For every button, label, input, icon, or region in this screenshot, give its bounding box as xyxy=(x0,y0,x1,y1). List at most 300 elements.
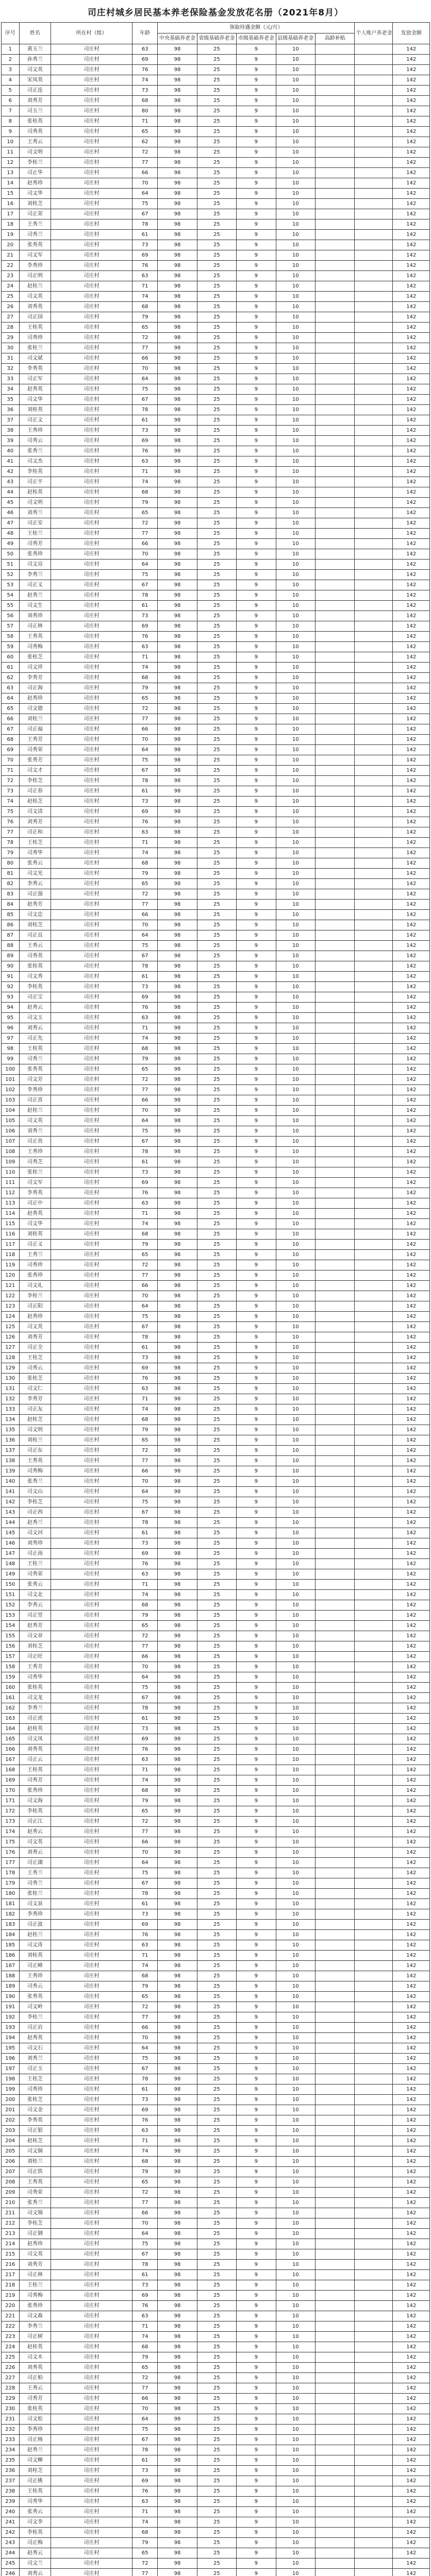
table-row xyxy=(2,1507,430,1518)
cell-individual xyxy=(355,158,393,168)
cell-age: 80 xyxy=(132,106,157,116)
cell-city: 9 xyxy=(237,2198,276,2208)
cell-longevity xyxy=(316,44,355,55)
table-row xyxy=(2,2064,430,2074)
cell-longevity xyxy=(316,796,355,807)
cell-city: 9 xyxy=(237,1003,276,1013)
cell-name: 王桂兰 xyxy=(19,1559,51,1569)
cell-name: 刘秀芳 xyxy=(19,2260,51,2270)
cell-total: 142 xyxy=(393,1981,430,1992)
cell-addr: 司庄村 xyxy=(51,2084,132,2095)
cell-province: 25 xyxy=(197,261,236,271)
cell-province: 25 xyxy=(197,436,236,446)
cell-longevity xyxy=(316,384,355,395)
cell-age: 72 xyxy=(132,1260,157,1270)
cell-central: 98 xyxy=(158,261,197,271)
cell-central: 98 xyxy=(158,1198,197,1209)
cell-province: 25 xyxy=(197,456,236,467)
cell-no: 41 xyxy=(2,456,20,467)
cell-name: 司文石 xyxy=(19,2043,51,2054)
cell-name: 司文柳 xyxy=(19,2455,51,2466)
cell-province: 25 xyxy=(197,1188,236,1198)
cell-addr: 司庄村 xyxy=(51,1044,132,1054)
cell-total: 142 xyxy=(393,920,430,930)
cell-no: 63 xyxy=(2,683,20,693)
cell-city: 9 xyxy=(237,219,276,230)
cell-total: 142 xyxy=(393,1209,430,1219)
cell-age: 61 xyxy=(132,1157,157,1167)
cell-age: 68 xyxy=(132,673,157,683)
cell-county: 10 xyxy=(276,1456,315,1466)
cell-no: 59 xyxy=(2,642,20,652)
cell-total: 142 xyxy=(393,1456,430,1466)
cell-longevity xyxy=(316,776,355,786)
cell-central: 98 xyxy=(158,158,197,168)
cell-county: 10 xyxy=(276,683,315,693)
cell-province: 25 xyxy=(197,1322,236,1332)
cell-total: 142 xyxy=(393,900,430,910)
table-row xyxy=(2,302,430,312)
cell-individual xyxy=(355,1198,393,1209)
cell-province: 25 xyxy=(197,693,236,704)
cell-province: 25 xyxy=(197,1064,236,1075)
cell-addr: 司庄村 xyxy=(51,1384,132,1394)
cell-name: 赵秀兰 xyxy=(19,1518,51,1528)
cell-central: 98 xyxy=(158,2198,197,2208)
cell-no: 4 xyxy=(2,75,20,86)
cell-no: 228 xyxy=(2,2383,20,2394)
cell-city: 9 xyxy=(237,1693,276,1703)
table-row xyxy=(2,2146,430,2157)
cell-county: 10 xyxy=(276,2383,315,2394)
cell-longevity xyxy=(316,786,355,796)
cell-city: 9 xyxy=(237,539,276,549)
cell-addr: 司庄村 xyxy=(51,189,132,199)
cell-city: 9 xyxy=(237,663,276,673)
cell-longevity xyxy=(316,1755,355,1765)
cell-city: 9 xyxy=(237,549,276,560)
cell-province: 25 xyxy=(197,2167,236,2177)
cell-individual xyxy=(355,467,393,477)
cell-no: 155 xyxy=(2,1631,20,1641)
cell-age: 76 xyxy=(132,261,157,271)
cell-name: 司正先 xyxy=(19,1033,51,1044)
cell-province: 25 xyxy=(197,1652,236,1662)
cell-name: 赵秀云 xyxy=(19,2548,51,2558)
cell-addr: 司庄村 xyxy=(51,1435,132,1446)
cell-name: 张桂兰 xyxy=(19,343,51,353)
cell-name: 司正梅 xyxy=(19,2538,51,2548)
table-row xyxy=(2,848,430,858)
cell-addr: 司庄村 xyxy=(51,1992,132,2002)
cell-no: 216 xyxy=(2,2260,20,2270)
cell-name: 司正国 xyxy=(19,312,51,323)
cell-individual xyxy=(355,323,393,333)
cell-addr: 司庄村 xyxy=(51,1353,132,1363)
cell-no: 6 xyxy=(2,96,20,106)
cell-city: 9 xyxy=(237,693,276,704)
cell-age: 63 xyxy=(132,1569,157,1580)
cell-county: 10 xyxy=(276,1281,315,1291)
cell-no: 70 xyxy=(2,755,20,766)
cell-addr: 司庄村 xyxy=(51,549,132,560)
cell-name: 司正宝 xyxy=(19,992,51,1003)
cell-no: 104 xyxy=(2,1106,20,1116)
cell-no: 177 xyxy=(2,1858,20,1868)
cell-age: 61 xyxy=(132,1343,157,1353)
cell-age: 68 xyxy=(132,1786,157,1796)
cell-central: 98 xyxy=(158,1250,197,1260)
cell-addr: 司庄村 xyxy=(51,2023,132,2033)
cell-province: 25 xyxy=(197,1971,236,1981)
cell-no: 22 xyxy=(2,261,20,271)
cell-province: 25 xyxy=(197,683,236,693)
cell-province: 25 xyxy=(197,1137,236,1147)
cell-age: 73 xyxy=(132,86,157,96)
cell-central: 98 xyxy=(158,807,197,817)
cell-longevity xyxy=(316,2558,355,2569)
cell-total: 142 xyxy=(393,2455,430,2466)
cell-addr: 司庄村 xyxy=(51,395,132,405)
cell-longevity xyxy=(316,2012,355,2023)
cell-longevity xyxy=(316,1920,355,1930)
cell-individual xyxy=(355,961,393,972)
cell-city: 9 xyxy=(237,2435,276,2445)
cell-county: 10 xyxy=(276,755,315,766)
cell-no: 138 xyxy=(2,1456,20,1466)
cell-name: 张秀珍 xyxy=(19,549,51,560)
cell-central: 98 xyxy=(158,1775,197,1786)
cell-county: 10 xyxy=(276,405,315,415)
table-row xyxy=(2,755,430,766)
cell-no: 84 xyxy=(2,900,20,910)
cell-total: 142 xyxy=(393,1889,430,1899)
cell-age: 77 xyxy=(132,343,157,353)
cell-total: 142 xyxy=(393,2084,430,2095)
cell-individual xyxy=(355,2002,393,2012)
cell-city: 9 xyxy=(237,2455,276,2466)
cell-longevity xyxy=(316,1796,355,1806)
cell-province: 25 xyxy=(197,642,236,652)
cell-age: 66 xyxy=(132,2394,157,2404)
cell-province: 25 xyxy=(197,858,236,869)
cell-province: 25 xyxy=(197,2404,236,2414)
cell-addr: 司庄村 xyxy=(51,333,132,343)
cell-no: 52 xyxy=(2,570,20,580)
cell-province: 25 xyxy=(197,570,236,580)
cell-province: 25 xyxy=(197,745,236,755)
cell-name: 刘桂英 xyxy=(19,405,51,415)
cell-county: 10 xyxy=(276,1775,315,1786)
cell-name: 刘秀兰 xyxy=(19,508,51,518)
cell-total: 142 xyxy=(393,158,430,168)
table-row xyxy=(2,2497,430,2507)
cell-no: 24 xyxy=(2,281,20,292)
cell-central: 98 xyxy=(158,1940,197,1951)
cell-individual xyxy=(355,86,393,96)
cell-no: 58 xyxy=(2,632,20,642)
cell-total: 142 xyxy=(393,632,430,642)
table-row xyxy=(2,2012,430,2023)
cell-individual xyxy=(355,570,393,580)
cell-province: 25 xyxy=(197,1909,236,1920)
cell-central: 98 xyxy=(158,580,197,590)
cell-no: 175 xyxy=(2,1837,20,1848)
cell-county: 10 xyxy=(276,487,315,498)
table-row xyxy=(2,86,430,96)
cell-addr: 司庄村 xyxy=(51,1930,132,1940)
cell-central: 98 xyxy=(158,1703,197,1714)
cell-province: 25 xyxy=(197,106,236,116)
header-age: 年龄 xyxy=(132,23,157,44)
cell-addr: 司庄村 xyxy=(51,941,132,951)
table-row xyxy=(2,333,430,343)
cell-city: 9 xyxy=(237,240,276,250)
cell-no: 180 xyxy=(2,1889,20,1899)
cell-total: 142 xyxy=(393,1487,430,1497)
cell-name: 司秀荣 xyxy=(19,2188,51,2198)
cell-longevity xyxy=(316,1734,355,1744)
cell-no: 203 xyxy=(2,2126,20,2136)
cell-longevity xyxy=(316,364,355,374)
cell-individual xyxy=(355,1683,393,1693)
cell-province: 25 xyxy=(197,2414,236,2425)
cell-central: 98 xyxy=(158,250,197,261)
cell-name: 赵秀兰 xyxy=(19,590,51,601)
cell-city: 9 xyxy=(237,817,276,827)
cell-name: 李秀芳 xyxy=(19,1394,51,1404)
cell-individual xyxy=(355,2558,393,2569)
cell-addr: 司庄村 xyxy=(51,735,132,745)
cell-total: 142 xyxy=(393,2497,430,2507)
cell-total: 142 xyxy=(393,1724,430,1734)
cell-county: 10 xyxy=(276,1693,315,1703)
cell-total: 142 xyxy=(393,2157,430,2167)
cell-name: 司正铁 xyxy=(19,2167,51,2177)
cell-central: 98 xyxy=(158,2394,197,2404)
cell-central: 98 xyxy=(158,1909,197,1920)
cell-total: 142 xyxy=(393,374,430,384)
cell-addr: 司庄村 xyxy=(51,848,132,858)
cell-province: 25 xyxy=(197,1353,236,1363)
cell-city: 9 xyxy=(237,920,276,930)
cell-name: 司文凤 xyxy=(19,1734,51,1744)
cell-city: 9 xyxy=(237,456,276,467)
header-basic-group: 领取待遇金额（元/月） xyxy=(158,23,355,33)
cell-province: 25 xyxy=(197,292,236,302)
cell-individual xyxy=(355,2208,393,2218)
cell-longevity xyxy=(316,693,355,704)
cell-province: 25 xyxy=(197,426,236,436)
cell-province: 25 xyxy=(197,2260,236,2270)
cell-no: 132 xyxy=(2,1394,20,1404)
cell-age: 74 xyxy=(132,663,157,673)
table-row xyxy=(2,1157,430,1167)
cell-central: 98 xyxy=(158,1497,197,1507)
table-row xyxy=(2,1714,430,1724)
table-row xyxy=(2,2115,430,2126)
cell-county: 10 xyxy=(276,766,315,776)
cell-addr: 司庄村 xyxy=(51,1580,132,1590)
cell-individual xyxy=(355,1003,393,1013)
cell-city: 9 xyxy=(237,2476,276,2486)
cell-age: 70 xyxy=(132,1477,157,1487)
cell-total: 142 xyxy=(393,2260,430,2270)
cell-province: 25 xyxy=(197,2425,236,2435)
cell-longevity xyxy=(316,147,355,158)
cell-total: 142 xyxy=(393,2291,430,2301)
cell-province: 25 xyxy=(197,992,236,1003)
cell-no: 56 xyxy=(2,611,20,621)
cell-central: 98 xyxy=(158,611,197,621)
cell-name: 赵秀云 xyxy=(19,1827,51,1837)
cell-longevity xyxy=(316,65,355,75)
cell-no: 133 xyxy=(2,1404,20,1415)
cell-central: 98 xyxy=(158,2002,197,2012)
cell-age: 67 xyxy=(132,1137,157,1147)
cell-individual xyxy=(355,1188,393,1198)
table-row xyxy=(2,158,430,168)
cell-longevity xyxy=(316,2517,355,2528)
cell-city: 9 xyxy=(237,1590,276,1600)
cell-no: 36 xyxy=(2,405,20,415)
cell-longevity xyxy=(316,1744,355,1755)
cell-age: 73 xyxy=(132,1909,157,1920)
cell-individual xyxy=(355,1394,393,1404)
table-row xyxy=(2,2249,430,2260)
cell-name: 张桂兰 xyxy=(19,1167,51,1178)
cell-no: 69 xyxy=(2,745,20,755)
table-row xyxy=(2,570,430,580)
cell-county: 10 xyxy=(276,333,315,343)
table-row xyxy=(2,879,430,889)
table-row xyxy=(2,1054,430,1064)
cell-age: 73 xyxy=(132,1353,157,1363)
cell-age: 70 xyxy=(132,2404,157,2414)
cell-no: 9 xyxy=(2,127,20,137)
table-row xyxy=(2,2105,430,2115)
cell-no: 152 xyxy=(2,1600,20,1611)
cell-individual xyxy=(355,189,393,199)
cell-county: 10 xyxy=(276,426,315,436)
cell-no: 146 xyxy=(2,1538,20,1549)
cell-province: 25 xyxy=(197,1796,236,1806)
cell-no: 116 xyxy=(2,1229,20,1240)
cell-age: 69 xyxy=(132,2476,157,2486)
table-row xyxy=(2,2414,430,2425)
cell-province: 25 xyxy=(197,2033,236,2043)
cell-addr: 司庄村 xyxy=(51,1951,132,1961)
cell-county: 10 xyxy=(276,1446,315,1456)
cell-longevity xyxy=(316,1538,355,1549)
cell-name: 王秀珍 xyxy=(19,1147,51,1157)
cell-central: 98 xyxy=(158,2517,197,2528)
cell-longevity xyxy=(316,869,355,879)
cell-central: 98 xyxy=(158,323,197,333)
cell-total: 142 xyxy=(393,1425,430,1435)
cell-age: 68 xyxy=(132,302,157,312)
cell-longevity xyxy=(316,2394,355,2404)
cell-province: 25 xyxy=(197,1703,236,1714)
cell-individual xyxy=(355,621,393,632)
cell-individual xyxy=(355,2311,393,2321)
cell-age: 65 xyxy=(132,1806,157,1817)
cell-total: 142 xyxy=(393,2363,430,2373)
cell-name: 刘秀兰 xyxy=(19,1126,51,1137)
cell-addr: 司庄村 xyxy=(51,2373,132,2383)
table-row xyxy=(2,663,430,673)
cell-city: 9 xyxy=(237,65,276,75)
cell-addr: 司庄村 xyxy=(51,2414,132,2425)
cell-city: 9 xyxy=(237,889,276,900)
cell-total: 142 xyxy=(393,1229,430,1240)
cell-no: 140 xyxy=(2,1477,20,1487)
cell-county: 10 xyxy=(276,807,315,817)
cell-addr: 司庄村 xyxy=(51,2095,132,2105)
cell-province: 25 xyxy=(197,395,236,405)
cell-city: 9 xyxy=(237,2229,276,2239)
cell-city: 9 xyxy=(237,735,276,745)
cell-province: 25 xyxy=(197,1106,236,1116)
cell-city: 9 xyxy=(237,1023,276,1033)
cell-province: 25 xyxy=(197,776,236,786)
cell-longevity xyxy=(316,580,355,590)
cell-total: 142 xyxy=(393,55,430,65)
cell-name: 张桂芝 xyxy=(19,652,51,663)
cell-individual xyxy=(355,333,393,343)
cell-addr: 司庄村 xyxy=(51,1971,132,1981)
table-row xyxy=(2,65,430,75)
cell-name: 王秀兰 xyxy=(19,219,51,230)
cell-county: 10 xyxy=(276,1703,315,1714)
cell-province: 25 xyxy=(197,96,236,106)
cell-age: 61 xyxy=(132,415,157,426)
cell-central: 98 xyxy=(158,1456,197,1466)
cell-central: 98 xyxy=(158,2146,197,2157)
cell-age: 77 xyxy=(132,1085,157,1095)
cell-county: 10 xyxy=(276,1817,315,1827)
cell-city: 9 xyxy=(237,1889,276,1899)
cell-addr: 司庄村 xyxy=(51,1559,132,1569)
cell-county: 10 xyxy=(276,601,315,611)
cell-individual xyxy=(355,858,393,869)
table-row xyxy=(2,1848,430,1858)
cell-province: 25 xyxy=(197,930,236,941)
cell-age: 70 xyxy=(132,1291,157,1301)
cell-longevity xyxy=(316,972,355,982)
cell-county: 10 xyxy=(276,55,315,65)
cell-addr: 司庄村 xyxy=(51,2136,132,2146)
header-longevity: 高龄补贴 xyxy=(316,33,355,44)
cell-county: 10 xyxy=(276,2301,315,2311)
cell-individual xyxy=(355,127,393,137)
cell-city: 9 xyxy=(237,1487,276,1497)
cell-province: 25 xyxy=(197,518,236,529)
cell-no: 174 xyxy=(2,1827,20,1837)
cell-longevity xyxy=(316,230,355,240)
table-row xyxy=(2,1580,430,1590)
cell-province: 25 xyxy=(197,1714,236,1724)
cell-no: 149 xyxy=(2,1569,20,1580)
cell-city: 9 xyxy=(237,1116,276,1126)
cell-name: 司文杰 xyxy=(19,456,51,467)
cell-province: 25 xyxy=(197,632,236,642)
cell-addr: 司庄村 xyxy=(51,910,132,920)
cell-longevity xyxy=(316,2332,355,2342)
cell-county: 10 xyxy=(276,1209,315,1219)
cell-age: 64 xyxy=(132,1116,157,1126)
cell-central: 98 xyxy=(158,601,197,611)
